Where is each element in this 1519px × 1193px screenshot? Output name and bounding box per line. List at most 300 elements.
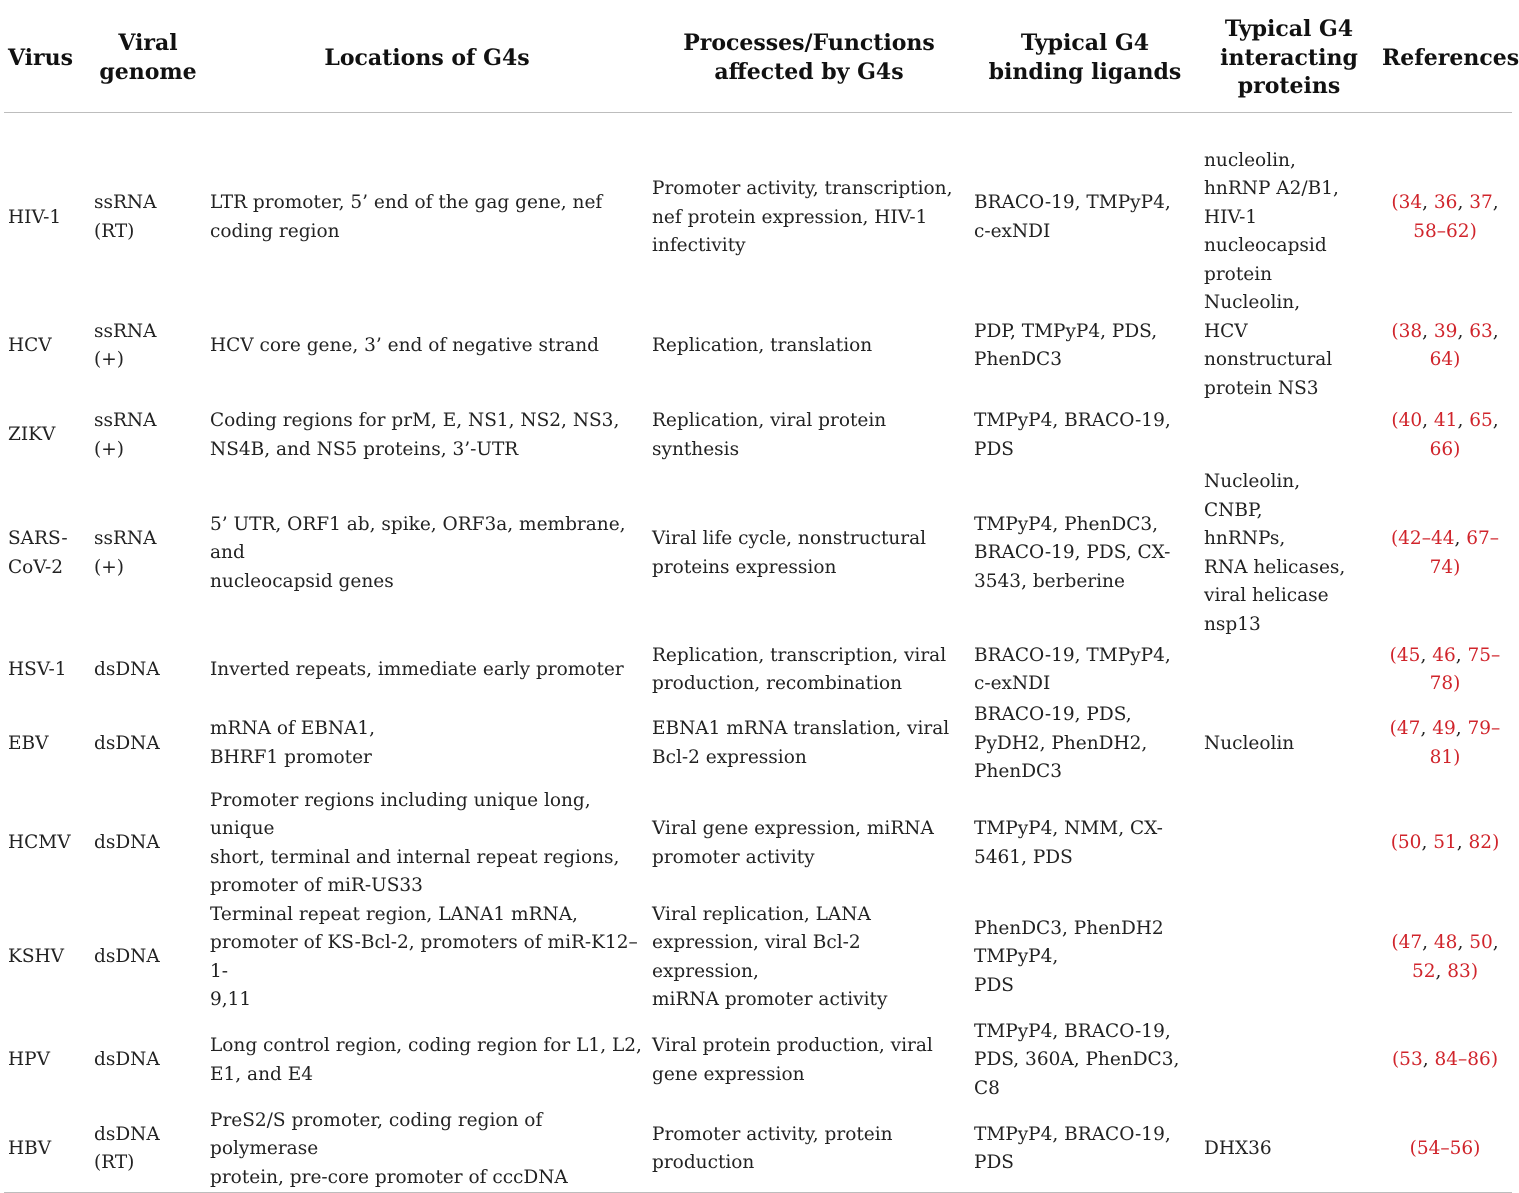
header-virus	[4, 4, 90, 112]
cell-proteins	[1200, 468, 1378, 639]
cell-ligands	[970, 403, 1200, 468]
reference-line	[1382, 189, 1508, 218]
cell-ligands-line: TMPyP4,	[974, 946, 1059, 968]
cell-proteins	[1200, 901, 1378, 1015]
cell-ligands-line: PDS	[974, 438, 1014, 460]
reference-line	[1382, 1135, 1508, 1164]
reference-link[interactable]: 63	[1469, 320, 1493, 342]
cell-ligands-line: PDS	[974, 1152, 1014, 1174]
header-genome-line: genome	[99, 58, 197, 85]
reference-link[interactable]: 50	[1397, 832, 1422, 854]
cell-processes	[648, 701, 970, 787]
cell-virus-line: HCV	[8, 334, 52, 356]
cell-processes-line: expression, viral Bcl-2 expression,	[652, 932, 861, 982]
reference-punct: ,	[1492, 932, 1499, 953]
virus-g4-table	[4, 4, 1519, 1193]
cell-locations-line: E1, and E4	[210, 1063, 313, 1085]
reference-link[interactable]: 38	[1398, 320, 1423, 342]
cell-proteins-line: CNBP,	[1204, 499, 1263, 521]
cell-processes	[648, 289, 970, 403]
cell-ligands-line: PyDH2, PhenDH2,	[974, 732, 1148, 754]
cell-locations-line: Promoter regions including unique long, unique	[210, 789, 591, 839]
cell-ligands-line: BRACO-19, TMPyP4,	[974, 644, 1171, 666]
cell-genome	[90, 147, 206, 290]
cell-genome	[90, 289, 206, 403]
cell-genome-line: ssRNA	[94, 528, 157, 549]
cell-ligands-line: PDS, 360A, PhenDC3,	[974, 1049, 1180, 1071]
reference-punct: )	[1492, 832, 1500, 854]
reference-punct: (	[1391, 1049, 1400, 1071]
reference-punct: ,	[1454, 528, 1467, 549]
cell-locations	[206, 147, 648, 290]
reference-punct: ,	[1421, 832, 1434, 854]
cell-processes	[648, 1107, 970, 1193]
header-genome	[90, 4, 206, 112]
cell-processes	[648, 787, 970, 901]
reference-link[interactable]: 65	[1469, 410, 1493, 431]
cell-ligands-line: BRACO-19, PDS,	[974, 704, 1132, 725]
cell-genome-line: (RT)	[94, 220, 135, 242]
header-virus-label: Virus	[8, 44, 74, 71]
cell-processes-line: nef protein expression, HIV-1	[652, 206, 928, 228]
cell-locations-line: 5’ UTR, ORF1 ab, spike, ORF3a, membrane, and	[210, 513, 626, 564]
reference-punct: ,	[1455, 718, 1468, 740]
cell-processes-line: production, recombination	[652, 673, 903, 694]
cell-ligands	[970, 1015, 1200, 1107]
cell-virus-line: KSHV	[8, 946, 64, 968]
reference-punct: )	[1453, 349, 1461, 370]
cell-virus-line: CoV-2	[8, 556, 63, 578]
cell-genome	[90, 468, 206, 639]
reference-punct: ,	[1492, 410, 1499, 431]
reference-punct: ,	[1422, 410, 1434, 431]
reference-punct: ,	[1456, 832, 1469, 854]
table-row	[4, 403, 1512, 468]
cell-ligands-line: TMPyP4, BRACO-19,	[974, 410, 1171, 431]
cell-locations	[206, 403, 648, 468]
cell-references	[1378, 1107, 1512, 1193]
cell-processes	[648, 901, 970, 1015]
cell-proteins-line: protein	[1204, 263, 1273, 285]
cell-locations-line: NS4B, and NS5 proteins, 3’-UTR	[210, 438, 519, 460]
cell-locations	[206, 787, 648, 901]
header-ligands-line: binding ligands	[988, 58, 1182, 85]
cell-genome-line: (+)	[94, 438, 124, 460]
table-row	[4, 639, 1512, 701]
reference-link[interactable]: 40	[1398, 410, 1423, 431]
reference-link[interactable]: 49	[1432, 718, 1456, 740]
cell-locations	[206, 289, 648, 403]
reference-punct: (	[1391, 410, 1399, 431]
cell-ligands-line: 3543, berberine	[974, 570, 1125, 592]
cell-locations	[206, 1015, 648, 1107]
cell-ligands	[970, 787, 1200, 901]
cell-processes-line: miRNA promoter activity	[652, 989, 888, 1010]
reference-link[interactable]: 45	[1396, 644, 1421, 666]
cell-genome	[90, 403, 206, 468]
cell-proteins-line: HCV	[1204, 320, 1248, 342]
cell-references	[1378, 901, 1512, 1015]
header-row	[4, 4, 1512, 112]
cell-virus	[4, 403, 90, 468]
cell-ligands-line: BRACO-19, TMPyP4,	[974, 192, 1171, 214]
reference-link[interactable]: 58–62	[1413, 220, 1470, 242]
cell-proteins-line: nsp13	[1204, 613, 1261, 635]
reference-punct: )	[1473, 1138, 1481, 1159]
cell-processes-line: Promoter activity, transcription,	[652, 178, 953, 199]
reference-link[interactable]: 66	[1429, 438, 1454, 460]
cell-processes-line: Replication, translation	[652, 334, 873, 356]
cell-locations-line: nucleocapsid genes	[210, 570, 394, 592]
reference-link[interactable]: 79–	[1467, 718, 1501, 740]
reference-link[interactable]: 52	[1411, 960, 1436, 982]
cell-virus-line: HPV	[8, 1049, 50, 1071]
reference-line	[1382, 829, 1508, 858]
cell-virus	[4, 1107, 90, 1193]
cell-ligands-line: c-exNDI	[974, 220, 1051, 242]
cell-genome-line: dsDNA	[94, 832, 160, 854]
cell-processes-line: Viral life cycle, nonstructural	[652, 528, 927, 549]
cell-processes	[648, 639, 970, 701]
reference-line	[1382, 642, 1508, 671]
reference-punct: ,	[1457, 320, 1470, 342]
reference-punct: (	[1390, 528, 1399, 549]
cell-virus-line: HBV	[8, 1138, 52, 1159]
cell-proteins-line: nucleolin,	[1204, 149, 1296, 171]
cell-ligands	[970, 1107, 1200, 1193]
cell-processes-line: promoter activity	[652, 846, 815, 868]
cell-genome-line: ssRNA	[94, 192, 157, 214]
header-proteins-line: proteins	[1237, 73, 1341, 99]
cell-proteins	[1200, 289, 1378, 403]
reference-link[interactable]: 41	[1433, 410, 1458, 431]
cell-ligands	[970, 147, 1200, 290]
cell-virus-line: ZIKV	[8, 424, 56, 446]
cell-processes-line: Viral protein production, viral	[652, 1035, 933, 1056]
cell-proteins	[1200, 1107, 1378, 1193]
reference-line	[1382, 346, 1508, 375]
cell-virus	[4, 289, 90, 403]
reference-punct: )	[1453, 746, 1461, 768]
cell-processes-line: Viral gene expression, miRNA	[652, 818, 934, 839]
reference-punct: ,	[1457, 932, 1470, 953]
reference-link[interactable]: 37	[1469, 192, 1493, 214]
header-locations	[206, 4, 648, 112]
cell-ligands	[970, 901, 1200, 1015]
cell-genome	[90, 901, 206, 1015]
reference-link[interactable]: 78	[1429, 673, 1454, 694]
cell-virus	[4, 468, 90, 639]
header-processes-line: affected by G4s	[714, 58, 904, 85]
reference-link[interactable]: 81	[1429, 746, 1454, 768]
reference-punct: ,	[1492, 320, 1499, 342]
cell-virus	[4, 147, 90, 290]
reference-line	[1382, 744, 1508, 773]
reference-line	[1382, 1046, 1508, 1075]
header-locations-label: Locations of G4s	[324, 44, 530, 71]
cell-ligands-line: 5461, PDS	[974, 846, 1073, 868]
reference-punct: )	[1490, 1049, 1499, 1071]
header-references-label: References	[1382, 44, 1519, 71]
reference-link[interactable]: 67–	[1466, 528, 1500, 549]
cell-locations-line: Long control region, coding region for L1, L2,	[210, 1035, 642, 1056]
cell-proteins-line: HIV-1	[1204, 206, 1258, 228]
reference-punct: (	[1409, 1138, 1417, 1159]
cell-proteins-line: hnRNPs,	[1204, 528, 1286, 549]
cell-locations	[206, 701, 648, 787]
cell-processes-line: Replication, viral protein synthesis	[652, 410, 887, 460]
cell-locations-line: 9,11	[210, 989, 252, 1010]
reference-link[interactable]: 46	[1432, 644, 1456, 666]
cell-virus	[4, 787, 90, 901]
header-processes	[648, 4, 970, 112]
reference-line	[1382, 407, 1508, 436]
cell-ligands	[970, 639, 1200, 701]
reference-line	[1382, 670, 1508, 699]
header-processes-line: Processes/Functions	[683, 30, 935, 57]
cell-ligands-line: BRACO-19, PDS, CX-	[974, 542, 1171, 564]
cell-processes-line: gene expression	[652, 1063, 805, 1085]
cell-references	[1378, 468, 1512, 639]
header-genome-line: Viral	[118, 30, 178, 57]
cell-references	[1378, 787, 1512, 901]
cell-references	[1378, 147, 1512, 290]
reference-line	[1382, 218, 1508, 247]
header-proteins-line: Typical G4	[1224, 16, 1354, 42]
reference-link[interactable]: 42–44	[1398, 528, 1455, 549]
reference-punct: ,	[1492, 192, 1499, 214]
cell-references	[1378, 1015, 1512, 1107]
cell-proteins	[1200, 147, 1378, 290]
cell-locations-line: HCV core gene, 3’ end of negative strand	[210, 334, 600, 356]
cell-proteins-line: viral helicase	[1204, 585, 1329, 606]
cell-locations-line: protein, pre-core promoter of cccDNA	[210, 1166, 568, 1188]
cell-proteins-line: Nucleolin,	[1204, 471, 1301, 492]
table-row	[4, 787, 1512, 901]
cell-proteins	[1200, 403, 1378, 468]
cell-genome-line: (+)	[94, 556, 124, 578]
reference-link[interactable]: 34	[1398, 192, 1423, 214]
reference-link[interactable]: 75–	[1467, 644, 1501, 666]
cell-locations-line: Inverted repeats, immediate early promoter	[210, 658, 624, 680]
cell-proteins	[1200, 701, 1378, 787]
reference-link[interactable]: 64	[1429, 349, 1454, 370]
cell-locations-line: PreS2/S promoter, coding region of polymerase	[210, 1109, 543, 1159]
header-proteins	[1200, 4, 1378, 112]
header-ligands	[970, 4, 1200, 112]
cell-genome-line: dsDNA	[94, 658, 160, 680]
table-row	[4, 468, 1512, 639]
reference-line	[1382, 436, 1508, 465]
cell-locations-line: Coding regions for prM, E, NS1, NS2, NS3,	[210, 410, 620, 431]
reference-punct: )	[1453, 438, 1461, 460]
cell-proteins-line: Nucleolin	[1204, 732, 1295, 754]
cell-proteins-line: nonstructural	[1204, 349, 1333, 370]
reference-punct: ,	[1422, 932, 1434, 953]
cell-references	[1378, 403, 1512, 468]
cell-processes-line: production	[652, 1152, 755, 1174]
reference-link[interactable]: 54–56	[1416, 1138, 1474, 1159]
reference-punct: ,	[1422, 192, 1434, 214]
cell-locations	[206, 1107, 648, 1193]
cell-locations-line: promoter of KS-Bcl-2, promoters of miR-K12–1-	[210, 932, 638, 982]
reference-punct: ,	[1455, 644, 1468, 666]
cell-virus	[4, 1015, 90, 1107]
cell-proteins-line: protein NS3	[1204, 377, 1319, 399]
cell-ligands-line: TMPyP4, BRACO-19,	[974, 1123, 1171, 1145]
cell-proteins-line: DHX36	[1204, 1138, 1272, 1159]
cell-genome-line: (RT)	[94, 1152, 135, 1174]
cell-genome-line: dsDNA	[94, 1123, 160, 1145]
table-row	[4, 289, 1512, 403]
cell-proteins	[1200, 1015, 1378, 1107]
header-ligands-line: Typical G4	[1020, 30, 1150, 57]
header-proteins-line: interacting	[1220, 44, 1358, 71]
reference-punct: (	[1391, 192, 1399, 214]
table-row	[4, 1015, 1512, 1107]
reference-punct: (	[1391, 932, 1399, 953]
cell-processes-line: Viral replication, LANA	[652, 903, 871, 925]
cell-ligands-line: TMPyP4, PhenDC3,	[974, 513, 1159, 535]
reference-line	[1382, 554, 1508, 583]
reference-link[interactable]: 84–86	[1434, 1049, 1491, 1071]
reference-punct: (	[1390, 832, 1398, 854]
reference-link[interactable]: 48	[1433, 932, 1458, 953]
cell-ligands-line: c-exNDI	[974, 673, 1051, 694]
cell-locations-line: coding region	[210, 220, 340, 242]
table-row	[4, 901, 1512, 1015]
cell-locations-line: BHRF1 promoter	[210, 746, 372, 768]
header-spacer-row	[4, 112, 1512, 147]
cell-references	[1378, 289, 1512, 403]
cell-genome	[90, 639, 206, 701]
cell-ligands	[970, 701, 1200, 787]
reference-punct: ,	[1435, 960, 1448, 982]
reference-punct: ,	[1420, 644, 1433, 666]
reference-punct: (	[1391, 320, 1399, 342]
reference-link[interactable]: 53	[1399, 1049, 1423, 1071]
cell-ligands	[970, 289, 1200, 403]
reference-link[interactable]: 39	[1433, 320, 1458, 342]
cell-locations	[206, 901, 648, 1015]
reference-link[interactable]: 74	[1429, 556, 1454, 578]
reference-punct: ,	[1420, 718, 1433, 740]
cell-ligands-line: TMPyP4, NMM, CX-	[974, 818, 1163, 839]
cell-genome-line: (+)	[94, 349, 124, 370]
cell-ligands	[970, 468, 1200, 639]
cell-ligands-line: TMPyP4, BRACO-19,	[974, 1020, 1171, 1042]
cell-processes-line: infectivity	[652, 235, 746, 256]
table-row	[4, 147, 1512, 290]
cell-processes-line: Replication, transcription, viral	[652, 644, 947, 666]
reference-punct: )	[1453, 673, 1461, 694]
cell-genome-line: ssRNA	[94, 410, 157, 431]
cell-locations-line: promoter of miR-US33	[210, 875, 423, 896]
reference-line	[1382, 318, 1508, 347]
cell-genome	[90, 1015, 206, 1107]
cell-locations-line: short, terminal and internal repeat regions,	[210, 846, 620, 868]
cell-genome	[90, 787, 206, 901]
reference-punct: (	[1389, 644, 1397, 666]
reference-line	[1382, 958, 1508, 987]
cell-genome-line: dsDNA	[94, 1049, 160, 1071]
cell-locations	[206, 468, 648, 639]
cell-ligands-line: PhenDC3, PhenDH2	[974, 917, 1164, 939]
reference-punct: ,	[1457, 192, 1470, 214]
cell-virus-line: HIV-1	[8, 206, 62, 228]
cell-virus	[4, 639, 90, 701]
reference-punct: (	[1389, 718, 1397, 740]
reference-punct: )	[1469, 220, 1477, 242]
cell-processes	[648, 468, 970, 639]
reference-punct: ,	[1422, 1049, 1435, 1071]
cell-processes-line: Promoter activity, protein	[652, 1123, 893, 1145]
cell-proteins	[1200, 787, 1378, 901]
reference-link[interactable]: 82	[1468, 832, 1493, 854]
cell-references	[1378, 701, 1512, 787]
reference-link[interactable]: 83	[1447, 960, 1471, 982]
cell-locations-line: mRNA of EBNA1,	[210, 718, 376, 740]
cell-proteins-line: hnRNP A2/B1,	[1204, 178, 1339, 199]
cell-processes	[648, 147, 970, 290]
cell-processes	[648, 1015, 970, 1107]
reference-link[interactable]: 51	[1433, 832, 1457, 854]
cell-genome	[90, 1107, 206, 1193]
cell-virus	[4, 701, 90, 787]
cell-processes-line: proteins expression	[652, 556, 837, 578]
reference-link[interactable]: 36	[1433, 192, 1458, 214]
cell-genome-line: dsDNA	[94, 732, 160, 754]
cell-locations	[206, 639, 648, 701]
cell-virus-line: HCMV	[8, 832, 71, 854]
cell-ligands-line: C8	[974, 1077, 1000, 1099]
reference-link[interactable]: 47	[1398, 932, 1423, 953]
cell-genome-line: dsDNA	[94, 946, 160, 968]
cell-proteins-line: nucleocapsid	[1204, 235, 1327, 256]
reference-link[interactable]: 47	[1396, 718, 1421, 740]
cell-ligands-line: PhenDC3	[974, 761, 1062, 782]
reference-link[interactable]: 50	[1469, 932, 1493, 953]
cell-virus-line: EBV	[8, 732, 49, 754]
cell-virus	[4, 901, 90, 1015]
cell-virus-line: SARS-	[8, 528, 68, 549]
cell-locations-line: Terminal repeat region, LANA1 mRNA,	[210, 903, 578, 925]
reference-line	[1382, 715, 1508, 744]
reference-line	[1382, 929, 1508, 958]
cell-ligands-line: PDP, TMPyP4, PDS,	[974, 320, 1158, 342]
reference-punct: ,	[1457, 410, 1470, 431]
reference-punct: )	[1470, 960, 1479, 982]
header-references	[1378, 4, 1519, 112]
cell-genome-line: ssRNA	[94, 320, 157, 342]
cell-ligands-line: PDS	[974, 974, 1014, 996]
cell-ligands-line: PhenDC3	[974, 349, 1062, 370]
cell-processes-line: EBNA1 mRNA translation, viral	[652, 718, 950, 740]
cell-proteins	[1200, 639, 1378, 701]
cell-locations-line: LTR promoter, 5’ end of the gag gene, nef	[210, 192, 603, 214]
table-body	[4, 112, 1512, 1193]
cell-proteins-line: RNA helicases,	[1204, 556, 1346, 578]
table-row	[4, 701, 1512, 787]
cell-proteins-line: Nucleolin,	[1204, 292, 1301, 313]
reference-line	[1382, 525, 1508, 554]
cell-processes-line: Bcl-2 expression	[652, 746, 807, 768]
reference-punct: )	[1453, 556, 1461, 578]
cell-processes	[648, 403, 970, 468]
cell-genome	[90, 701, 206, 787]
cell-virus-line: HSV-1	[8, 658, 67, 680]
table-row	[4, 1107, 1512, 1193]
